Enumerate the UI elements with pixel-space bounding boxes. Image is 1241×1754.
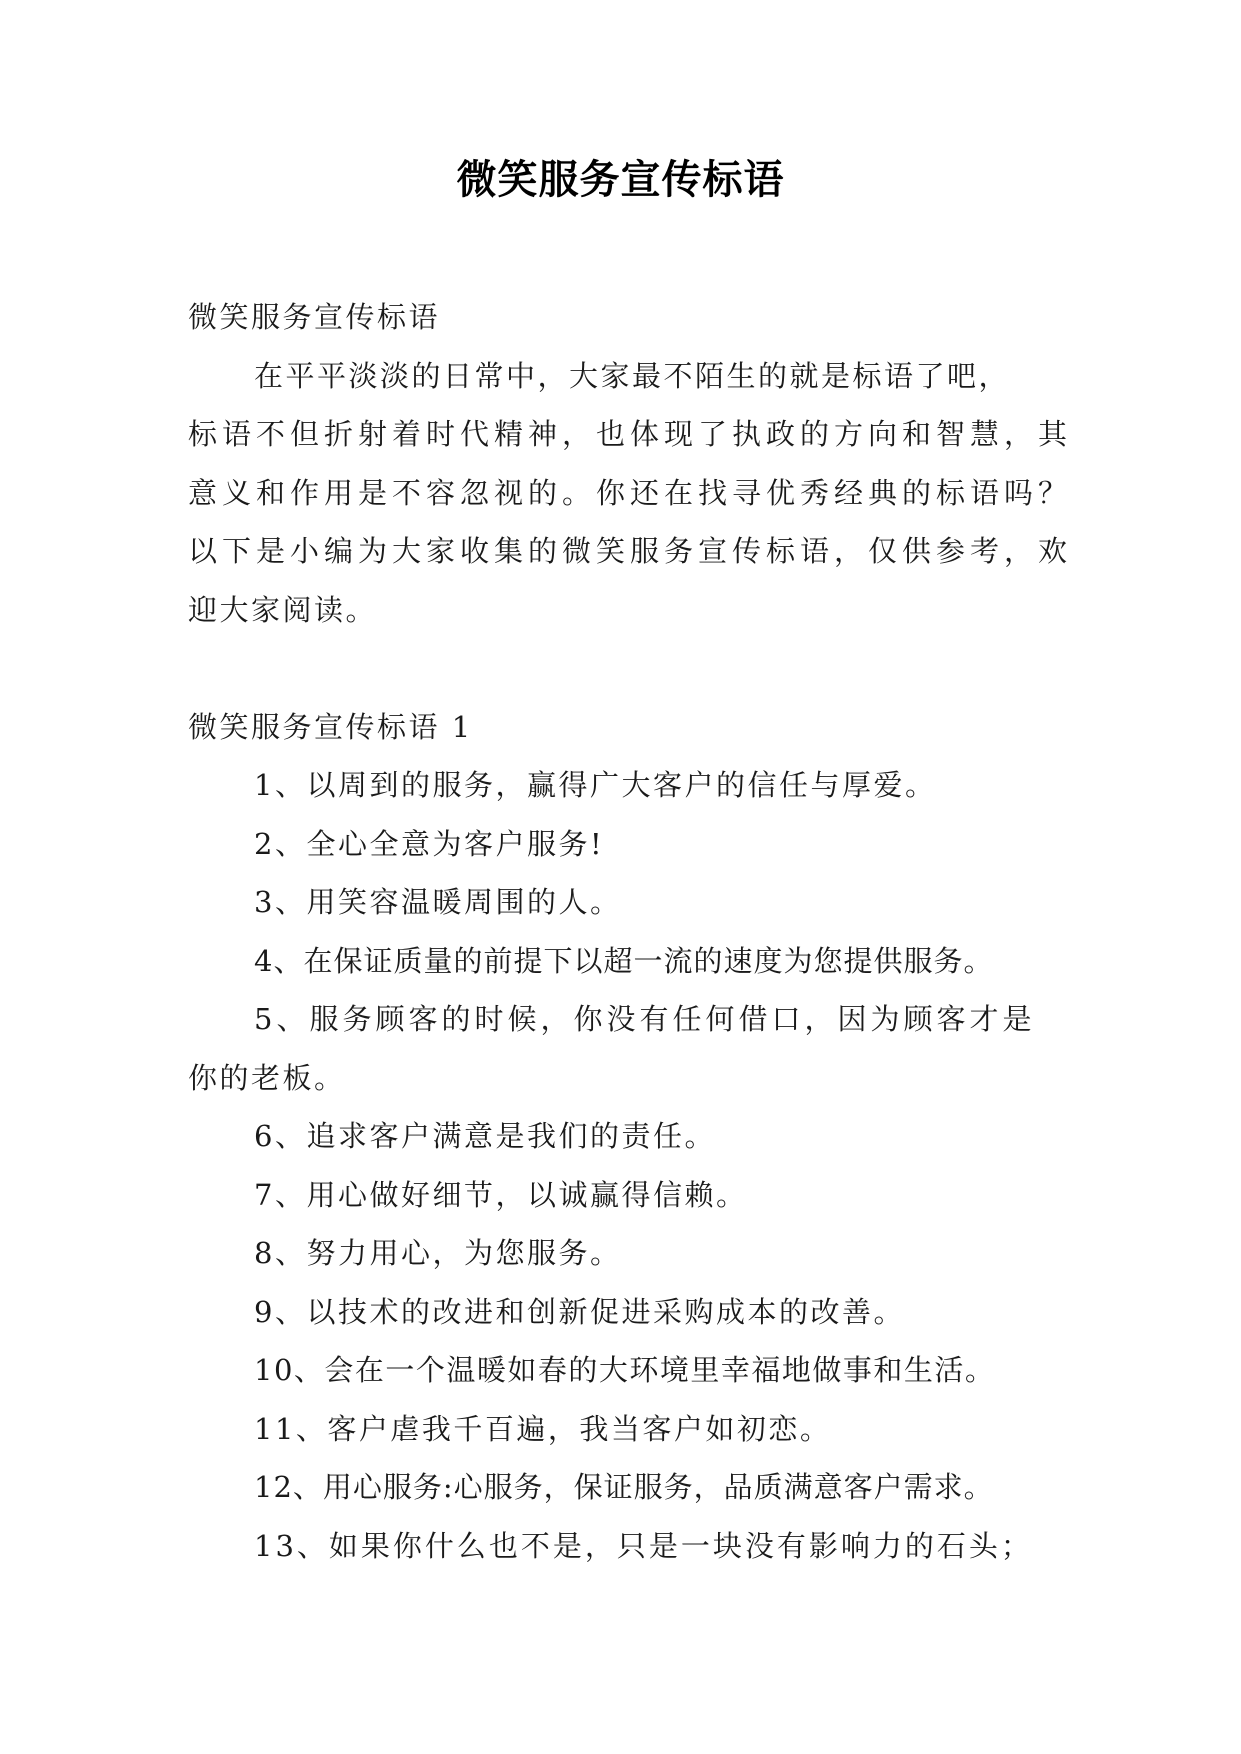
intro-line: 标语不但折射着时代精神，也体现了执政的方向和智慧，其 [188, 417, 1073, 451]
slogan-item: 8、努力用心，为您服务。 [254, 1236, 622, 1270]
document-body [188, 288, 1073, 1575]
slogan-item: 9、以技术的改进和创新促进采购成本的改善。 [254, 1294, 905, 1329]
slogan-item: 5、服务顾客的时候，你没有任何借口，因为顾客才是 [254, 1002, 1036, 1036]
slogan-item: 13、如果你什么也不是，只是一块没有影响力的石头； [254, 1528, 1033, 1563]
paragraph-gap [188, 639, 1068, 698]
intro-line: 迎大家阅读。 [188, 592, 378, 627]
subtitle: 微笑服务宣传标语 [188, 300, 441, 334]
document-title: 微笑服务宣传标语 [456, 156, 785, 203]
intro-line: 在平平淡淡的日常中，大家最不陌生的就是标语了吧， [254, 358, 1011, 393]
intro-line: 以下是小编为大家收集的微笑服务宣传标语，仅供参考，欢 [188, 534, 1073, 568]
slogan-item: 11、客户虐我千百遍，我当客户如初恋。 [254, 1411, 832, 1446]
slogan-item: 10、会在一个温暖如春的大环境里幸福地做事和生活。 [254, 1353, 996, 1387]
slogan-item: 1、以周到的服务，赢得广大客户的信任与厚爱。 [254, 768, 937, 802]
slogan-item: 6、追求客户满意是我们的责任。 [254, 1119, 716, 1153]
intro-line: 意义和作用是不容忽视的。你还在找寻优秀经典的标语吗？ [188, 475, 1073, 510]
slogan-item: 3、用笑容温暖周围的人。 [254, 885, 622, 919]
slogan-item: 4、在保证质量的前提下以超一流的速度为您提供服务。 [254, 943, 994, 978]
slogan-item-continuation: 你的老板。 [188, 1060, 346, 1095]
slogan-item: 12、用心服务:心服务，保证服务，品质满意客户需求。 [254, 1470, 994, 1504]
section-heading: 微笑服务宣传标语 1 [188, 709, 473, 744]
slogan-item: 2、全心全意为客户服务! [254, 826, 605, 861]
slogan-item: 7、用心做好细节，以诚赢得信赖。 [254, 1177, 748, 1212]
